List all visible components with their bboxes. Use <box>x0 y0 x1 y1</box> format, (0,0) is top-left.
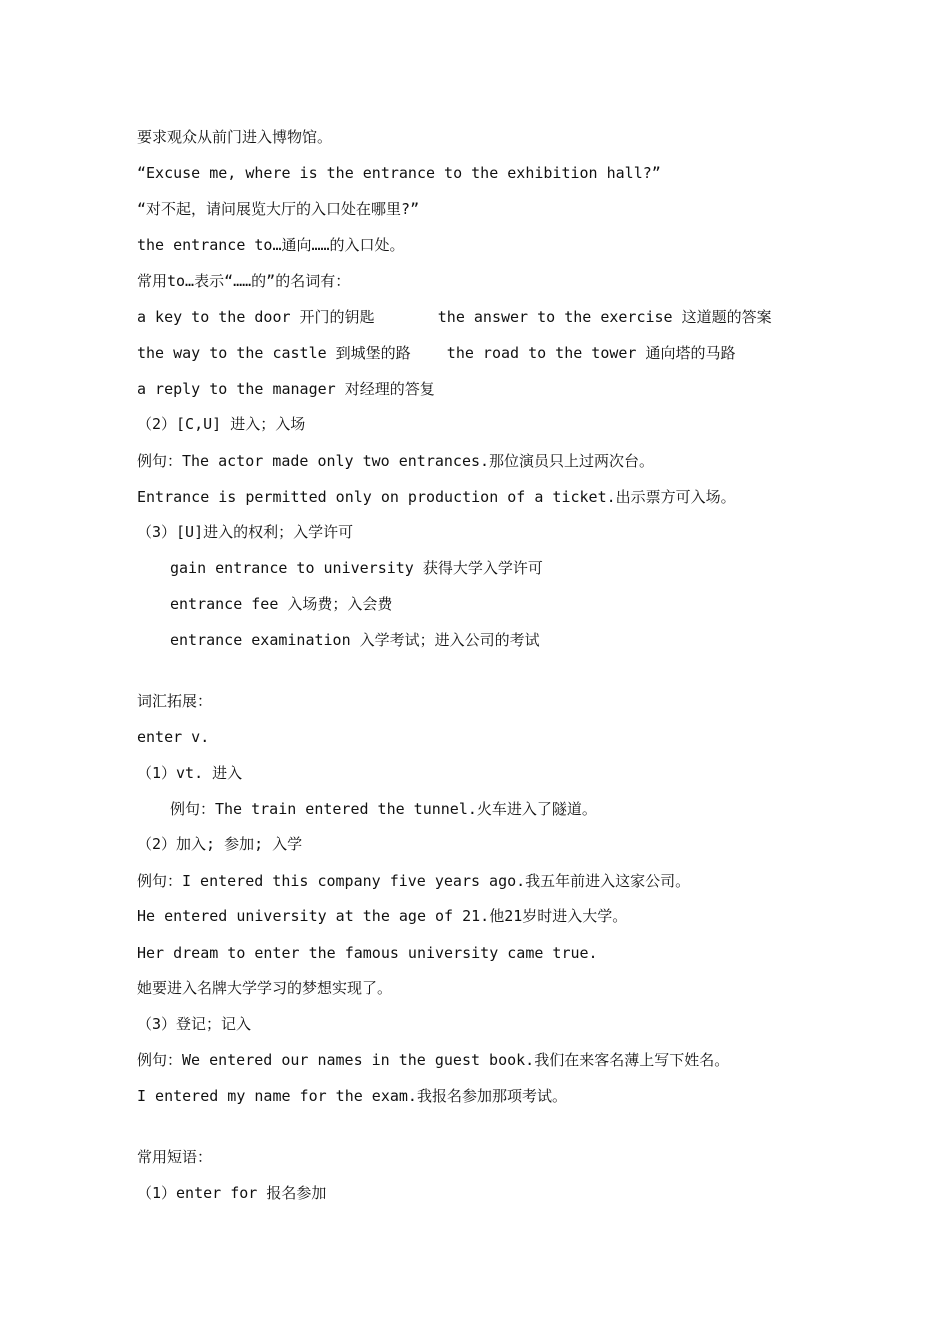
text-line: 要求观众从前门进入博物馆。 <box>137 128 333 146</box>
section-heading: （2）加入; 参加; 入学 <box>137 835 303 853</box>
text-line: a key to the door 开门的钥匙 the answer to the exercise 这道题的答案 <box>137 308 772 326</box>
text-line: the entrance to…通向……的入口处。 <box>137 236 405 254</box>
text-line: enter v. <box>137 728 210 746</box>
text-line: Entrance is permitted only on production of a ticket.出示票方可入场。 <box>137 488 736 506</box>
example-line: 例句：The train entered the tunnel.火车进入了隧道。 <box>170 800 597 818</box>
text-line: 她要进入名牌大学学习的梦想实现了。 <box>137 979 393 997</box>
section-title: 常用短语： <box>137 1148 213 1166</box>
text-line: “Excuse me, where is the entrance to the exhibition hall?” <box>137 164 661 182</box>
text-line: He entered university at the age of 21.他21岁时进入大学。 <box>137 907 628 925</box>
section-heading: （3）登记；记入 <box>137 1015 252 1033</box>
text-line: a reply to the manager 对经理的答复 <box>137 380 435 398</box>
example-line: 例句：We entered our names in the guest book.我们在来客名薄上写下姓名。 <box>137 1051 730 1069</box>
indented-line: gain entrance to university 获得大学入学许可 <box>170 559 543 577</box>
text-line: the way to the castle 到城堡的路 the road to the tower 通向塔的马路 <box>137 344 736 362</box>
indented-line: entrance examination 入学考试；进入公司的考试 <box>170 631 540 649</box>
indented-line: entrance fee 入场费；入会费 <box>170 595 393 613</box>
section-heading: （3）[U]进入的权利；入学许可 <box>137 523 354 541</box>
text-line: I entered my name for the exam.我报名参加那项考试。 <box>137 1087 567 1105</box>
text-line: Her dream to enter the famous university came true. <box>137 944 598 962</box>
section-heading: （1）enter for 报名参加 <box>137 1184 327 1202</box>
section-heading: （2）[C,U] 进入；入场 <box>137 415 306 433</box>
section-title: 词汇拓展： <box>137 692 213 710</box>
section-heading: （1）vt. 进入 <box>137 764 243 782</box>
example-line: 例句：The actor made only two entrances.那位演员只上过两次台。 <box>137 452 655 470</box>
text-line: “对不起，请问展览大厅的入口处在哪里?” <box>137 200 420 218</box>
example-line: 例句：I entered this company five years ago.我五年前进入这家公司。 <box>137 872 691 890</box>
text-line: 常用to…表示“……的”的名词有： <box>137 272 351 290</box>
